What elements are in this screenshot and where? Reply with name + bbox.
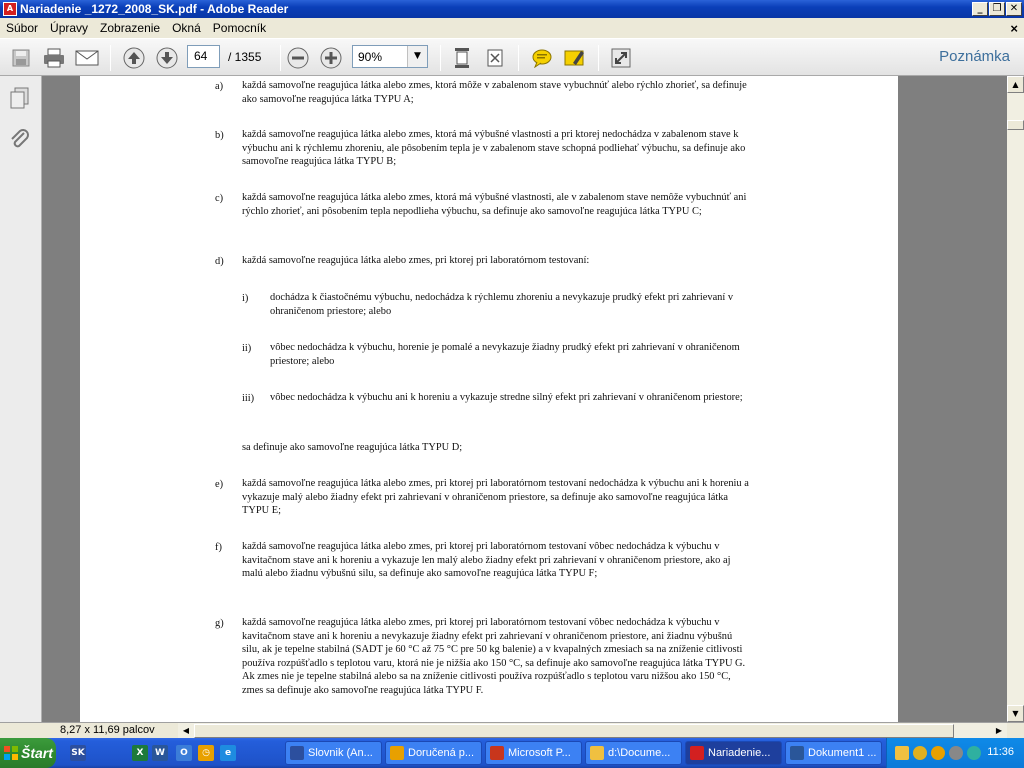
item-label: b) [215,130,224,141]
attachments-icon[interactable] [8,128,32,152]
next-page-icon[interactable] [154,46,180,70]
zoom-out-icon[interactable] [285,46,311,70]
page-number-input[interactable]: 64 [187,45,220,68]
adobe-reader-icon: A [3,2,17,16]
horizontal-scroll-thumb[interactable] [194,724,954,738]
task-slovnik[interactable] [285,741,382,765]
menu-view[interactable]: Zobrazenie [100,21,161,35]
word-icon [790,746,804,760]
pdf-page [80,76,898,722]
menu-window[interactable]: Okná [172,21,201,35]
item-text: každá samovoľne reagujúca látka alebo zmes, pri ktorej pri laboratórnom testovaní vôbec nedochádza k výbuchu v kavitačnom stave ani k horeniu a nevykazuje žiadny efekt pri zahrievaní v ohraničenom priestore, ani žiadnu výbušnú silu, ak je tepelne stabilná (SADT je 60 °C až 75 °C pre 50 kg balenie) a v kvapalných zmesiach sa na zníženie citlivosti používa rozpúšťadlo s teplotou varu, ktorá nie je nižšia ako 150 °C, sa definuje ako samovoľne reagujúca látka TYPU G. Ak zmes nie je tepelne stabilná alebo sa na zníženie citlivosti používa rozpúšťadlo s teplotou varu nižšou ako 150 °C, zmes sa definuje ako samovoľne reagujúca látka TYPU F. [242,617,746,696]
powerpoint-icon [490,746,504,760]
navigation-pane [0,76,42,722]
menu-edit[interactable]: Úpravy [50,21,89,35]
highlight-icon[interactable] [562,46,588,70]
subitem-text: vôbec nedochádza k výbuchu, horenie je pomalé a nevykazuje žiadny prudký efekt pri zahrievaní v ohraničenom priestore; alebo [270,342,740,367]
item-label: c) [215,193,224,204]
folder-icon [590,746,604,760]
document-close-icon[interactable]: × [1010,20,1018,36]
zoom-select[interactable] [352,45,428,68]
task-label: Slovnik (An... [308,747,373,759]
single-page-icon[interactable] [449,46,475,70]
clock-tray-icon[interactable] [931,746,945,760]
close-button[interactable]: ✕ [1006,2,1022,16]
zoom-in-icon[interactable] [318,46,344,70]
scroll-left-icon[interactable]: ◀ [182,726,190,735]
horizontal-scrollbar[interactable] [178,723,1007,739]
previous-page-icon[interactable] [121,46,147,70]
menu-file[interactable]: Súbor [6,21,39,35]
taskbar [0,738,1024,768]
item-label: g) [215,618,224,629]
network-icon[interactable] [949,746,963,760]
title-bar [0,0,1024,18]
item-label: a) [215,81,224,92]
subitem-text: dochádza k čiastočnému výbuchu, nedochádza k rýchlemu zhoreniu a nevykazuje prudký efekt pri zahrievaní v ohraničenom priestore; alebo [270,292,734,317]
clock-app-icon[interactable]: ◷ [198,745,214,761]
subitem-label: iii) [242,393,255,404]
menu-help[interactable]: Pomocník [212,21,267,35]
slovnik-icon [290,746,304,760]
start-button[interactable] [0,738,56,768]
windows-logo-icon [4,746,18,760]
subitem-text: vôbec nedochádza k výbuchu ani k horeniu a vykazuje stredne silný efekt pri zahrievaní v ohraničenom priestore; [270,392,743,403]
save-icon[interactable] [8,46,34,70]
clock: 11:36 [987,746,1014,758]
item-text: každá samovoľne reagujúca látka alebo zmes, ktorá má výbušné vlastnosti a pri ktorej nedochádza v zabalenom stave k výbuchu ani k rýchlemu zhoreniu, ale pôsobením tepla je v zabalenom stave schopná podliehať výbuchu, sa definuje ako samovoľne reagujúca látka TYPU B; [242,129,746,168]
item-label: d) [215,256,224,267]
scroll-up-icon[interactable]: ▲ [1007,76,1024,93]
task-word-document[interactable] [785,741,882,765]
sk-language-icon[interactable]: SK [70,745,86,761]
system-tray [886,738,1024,768]
vertical-scroll-thumb[interactable] [1007,120,1024,130]
shield-icon[interactable] [913,746,927,760]
word-icon[interactable]: W [152,745,168,761]
task-explorer[interactable] [585,741,682,765]
task-microsoft[interactable] [485,741,582,765]
task-adobe-reader[interactable] [685,741,782,765]
chevron-down-icon[interactable]: ▼ [407,46,427,67]
task-label: d:\Docume... [608,747,671,759]
task-label: Microsoft P... [508,747,571,759]
task-inbox[interactable] [385,741,482,765]
item-text: každá samovoľne reagujúca látka alebo zmes, pri ktorej pri laboratórnom testovaní nedochádza k výbuchu ani k horeniu a vykazuje malý alebo žiadny efekt pri zahrievaní v ohraničenom priestore, sa definuje ako samovoľne reagujúca látka TYPU E; [242,478,749,517]
subitem-label: i) [242,293,249,304]
fit-page-icon[interactable] [482,46,508,70]
print-icon[interactable] [41,46,67,70]
scroll-down-icon[interactable]: ▼ [1007,705,1024,722]
note-panel-label[interactable]: Poznámka [939,48,1010,65]
task-label: Doručená p... [408,747,475,759]
expand-icon[interactable] [608,46,634,70]
item-text: sa definuje ako samovoľne reagujúca látka TYPU D; [242,442,463,453]
scroll-right-icon[interactable]: ▶ [995,726,1003,735]
menu-bar [0,18,1024,38]
item-text: každá samovoľne reagujúca látka alebo zmes, ktorá môže v zabalenom stave vybuchnúť alebo rýchlo zhorieť, sa definuje ako samovoľne reagujúca látka TYPU A; [242,80,747,105]
excel-icon[interactable]: X [132,745,148,761]
subitem-label: ii) [242,343,252,354]
outlook-icon[interactable]: O [176,745,192,761]
inbox-icon [390,746,404,760]
page-total-label: / 1355 [228,50,262,64]
task-label: Dokument1 ... [808,747,877,759]
item-label: e) [215,479,224,490]
update-icon[interactable] [967,746,981,760]
ie-icon[interactable]: e [220,745,236,761]
page-size-label: 8,27 x 11,69 palcov [60,724,155,736]
task-label: Nariadenie... [708,747,771,759]
zoom-value: 90% [358,50,383,64]
item-text: každá samovoľne reagujúca látka alebo zmes, pri ktorej pri laboratórnom testovaní vôbec nedochádza k výbuchu v kavitačnom stave ani k horeniu a vykazuje len malý alebo žiadny efekt pri zahrievaní v ohraničenom priestore, ako aj malú alebo žiadnu výbušnú silu, sa definuje ako samovoľne reagujúca látka TYPU F; [242,541,731,580]
vertical-scrollbar[interactable] [1007,76,1024,722]
restore-button[interactable]: ❐ [989,2,1005,16]
document-viewport[interactable] [42,76,1007,722]
item-label: f) [215,542,222,553]
item-text: každá samovoľne reagujúca látka alebo zmes, ktorá má výbušné vlastnosti, ale v zabalenom stave nemôže vybuchnúť ani rýchlo zhorieť, ani pôsobením tepla nepodlieha výbuchu, sa definuje ako samovoľne reagujúca látka TYPU C; [242,192,747,217]
email-icon[interactable] [74,46,100,70]
mail-tray-icon[interactable] [895,746,909,760]
toolbar [0,38,1024,76]
comment-icon[interactable] [529,46,555,70]
item-text: každá samovoľne reagujúca látka alebo zmes, pri ktorej pri laboratórnom testovaní: [242,255,590,266]
pages-icon[interactable] [8,86,32,110]
adobe-reader-icon [690,746,704,760]
status-bar [0,722,1024,738]
window-title: Nariadenie _1272_2008_SK.pdf - Adobe Reader [20,2,289,16]
minimize-button[interactable]: _ [972,2,988,16]
start-label: Štart [21,745,53,761]
